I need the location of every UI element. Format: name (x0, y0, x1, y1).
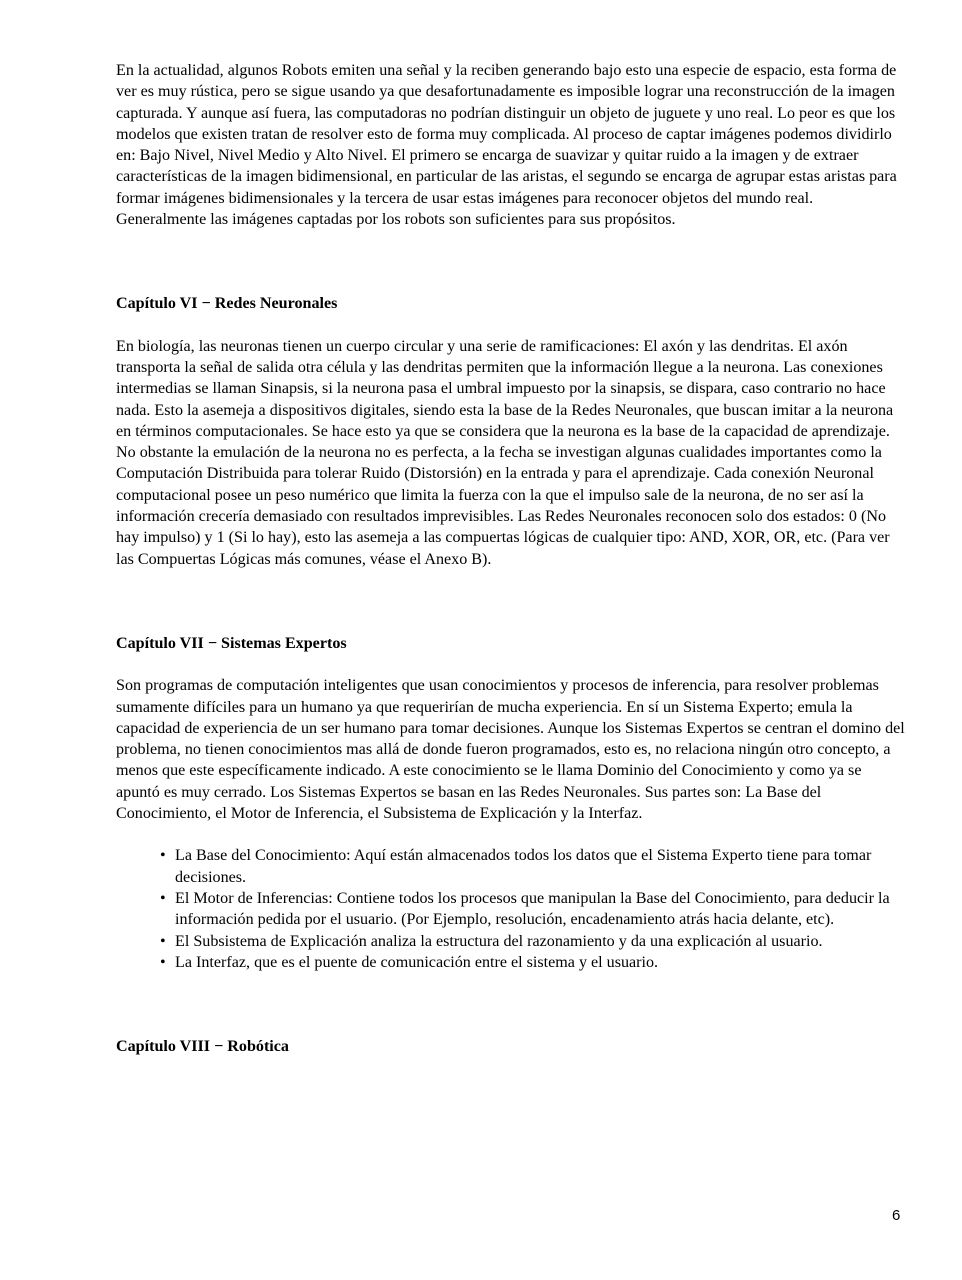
list-item-text: El Subsistema de Explicación analiza la estructura del razonamiento y da una explicación al usuario. (175, 932, 823, 950)
chapter-heading-vi: Capítulo VI − Redes Neuronales (116, 295, 338, 313)
spacer (116, 654, 906, 675)
list-item (160, 845, 906, 888)
spacer (116, 570, 906, 633)
list-item (160, 952, 906, 973)
bullet-icon: • (160, 889, 166, 907)
list-item-text: La Base del Conocimiento: Aquí están almacenados todos los datos que el Sistema Experto tiene para tomar decisiones. (175, 847, 872, 886)
spacer (116, 973, 906, 1036)
paragraph-expert-systems: Son programas de computación inteligentes que usan conocimientos y procesos de inferencia, para resolver problemas sumamente difíciles para un humano ya que requerirían de mucha experiencia. En sí un Sistema Experto; emula la capacidad de experiencia de un ser humano para tomar decisiones. Aunque los Sistemas Expertos se centran el domino del problema, no tienen conocimientos mas allá de donde fueron programados, esto es, no relaciona ningún otro concepto, a menos que este específicamente indicado. A este conocimiento se le llama Dominio del Conocimiento y como ya se apuntó es muy cerrado. Los Sistemas Expertos se basan en las Redes Neuronales. Sus partes son: La Base del Conocimiento, el Motor de Inferencia, el Subsistema de Explicación y la Interfaz. (116, 677, 905, 823)
list-item (160, 888, 906, 931)
chapter-heading-viii: Capítulo VIII − Robótica (116, 1038, 289, 1056)
spacer (116, 315, 906, 336)
spacer (116, 230, 906, 293)
bullet-icon: • (160, 953, 166, 971)
chapter-heading-vii: Capítulo VII − Sistemas Expertos (116, 634, 347, 652)
document-page (116, 60, 906, 1057)
list-item (160, 931, 906, 952)
bullet-icon: • (160, 932, 166, 950)
paragraph-robot-vision: En la actualidad, algunos Robots emiten una señal y la reciben generando bajo esto una especie de espacio, esta forma de ver es muy rústica, pero se sigue usando ya que desafortunadamente es imposible lograr una reconstrucción de la imagen capturada. Y aunque así fuera, las computadoras no podrían distinguir un objeto de juguete y uno real. Lo peor es que los modelos que existen tratan de resolver esto de forma muy complicada. Al proceso de captar imágenes podemos dividirlo en: Bajo Nivel, Nivel Medio y Alto Nivel. El primero se encarga de suavizar y quitar ruido a la imagen y de extraer características de la imagen bidimensional, en particular de las aristas, el segundo se encarga de agrupar estas aristas para formar imágenes bidimensionales y la tercera de usar estas imágenes para reconocer objetos del mundo real. Generalmente las imágenes captadas por los robots son suficientes para sus propósitos. (116, 62, 897, 229)
spacer (116, 824, 906, 845)
page-number: 6 (892, 1207, 901, 1224)
paragraph-neural-networks: En biología, las neuronas tienen un cuerpo circular y una serie de ramificaciones: El axón y las dendritas. El axón transporta la señal de salida otra célula y las dendritas permiten que la información llegue a la neurona. Las conexiones intermedias se llaman Sinapsis, si la neurona pasa el umbral impuesto por la sinapsis, se dispara, caso contrario no hace nada. Esto la asemeja a dispositivos digitales, siendo esta la base de la Redes Neuronales, que buscan imitar a la neurona en términos computacionales. Se hace esto ya que se considera que la neurona es la base de la capacidad de aprendizaje. No obstante la emulación de la neurona no es perfecta, a la fecha se investigan algunas cualidades importantes como la Computación Distribuida para tolerar Ruido (Distorsión) en la entrada y para el aprendizaje. Cada conexión Neuronal computacional posee un peso numérico que limita la fuerza con la que el impulso sale de la neurona, de no ser así la información crecería demasiado con resultados imprevisibles. Las Redes Neuronales reconocen solo dos estados: 0 (No hay impulso) y 1 (Si lo hay), esto las asemeja a las compuertas lógicas de cualquier tipo: AND, XOR, OR, etc. (Para ver las Compuertas Lógicas más comunes, véase el Anexo B). (116, 337, 894, 568)
list-item-text: El Motor de Inferencias: Contiene todos los procesos que manipulan la Base del Conocimiento, para deducir la información pedida por el usuario. (Por Ejemplo, resolución, encadenamiento atrás hacia delante, etc). (175, 889, 890, 929)
bullet-icon: • (160, 847, 166, 865)
bullet-list-expert-parts (116, 845, 906, 973)
list-item-text: La Interfaz, que es el puente de comunicación entre el sistema y el usuario. (175, 953, 659, 971)
